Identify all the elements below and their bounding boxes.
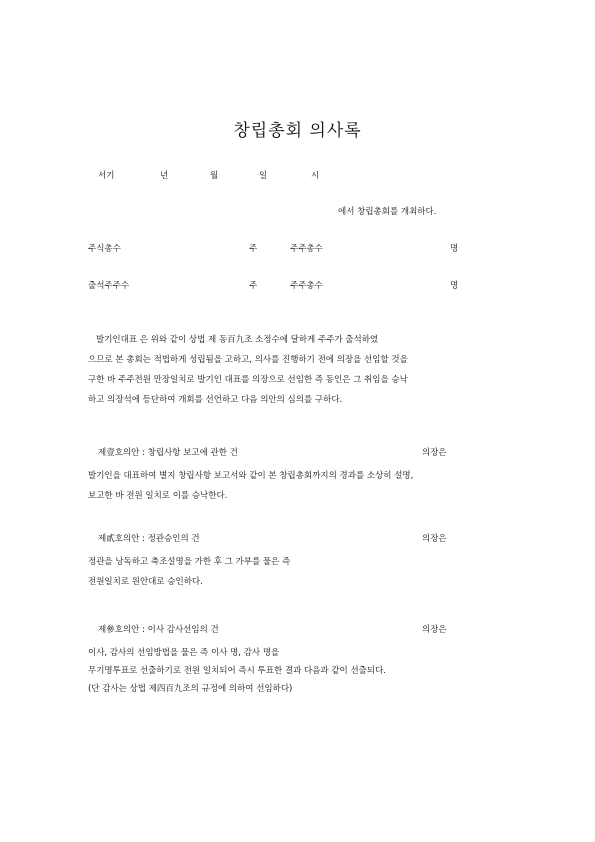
total-shareholders-label: 주주총수 (290, 244, 323, 254)
attending-shares-unit: 주 (249, 281, 258, 291)
agenda-line: (단 감사는 상법 제四百九조의 규정에 의하여 선임하다) (88, 684, 293, 694)
agenda-heading-3: 제參호의안 : 이사 감사선임의 건 (98, 625, 219, 635)
agenda-heading-1: 제壹호의안 : 창립사항 보고에 관한 건 (98, 448, 238, 458)
intro-line: 하고 의장석에 등단하여 개회를 선언하고 다음 의안의 심의를 구하다. (88, 395, 343, 405)
date-hour: 시 (311, 171, 320, 181)
attending-shares-label: 출석주주수 (88, 281, 130, 291)
agenda-heading-2: 제貳호의안 : 정관승인의 건 (98, 534, 200, 544)
total-shareholders-unit: 명 (450, 244, 459, 254)
intro-line: 구한 바 주주전원 만장일치로 발기인 대표를 의장으로 선임한 즉 동인은 그 취임을 승낙 (88, 375, 408, 385)
date-day: 일 (259, 171, 268, 181)
date-prefix: 서기 (98, 171, 115, 181)
intro-paragraph (88, 330, 520, 410)
date-month: 월 (210, 171, 219, 181)
agenda-line: 무기명투표로 선출하기로 전원 일치되어 즉시 투표한 결과 다음과 같이 선출되다. (88, 666, 386, 676)
intro-line: 으므로 본 총회는 적법하게 성립됨을 고하고, 의사를 진행하기 전에 의장을 선임할 것을 (88, 355, 408, 365)
date-year: 년 (160, 171, 169, 181)
agenda-body-2 (88, 552, 520, 592)
attending-shareholders-label: 주주총수 (290, 281, 323, 291)
agenda-line: 발기인을 대표하여 별지 창립사항 보고서와 같이 본 창립총회까지의 경과를 소상히 설명, (88, 471, 414, 481)
agenda-line: 정관을 낭독하고 축조설명을 가한 후 그 가부를 물은 즉 (88, 557, 291, 567)
page-title: 창립총회 의사록 (233, 121, 362, 141)
intro-line: 발기인대표 은 위와 같이 상법 제 동百九조 소정수에 달하게 주주가 출석하였 (96, 335, 379, 345)
agenda-line: 전원일치로 원안대로 승인하다. (88, 577, 203, 587)
total-shares-label: 주식총수 (88, 244, 121, 254)
agenda-body-1 (88, 466, 520, 506)
attending-shareholders-unit: 명 (450, 281, 459, 291)
agenda-line: 보고한 바 전원 일치로 이를 승낙한다. (88, 491, 228, 501)
agenda-line: 이사, 감사의 선임방법을 물은 즉 이사 명, 감사 명을 (88, 648, 280, 658)
agenda-chair-1: 의장은 (422, 448, 447, 458)
convene-text: 에서 창립총회를 개최하다. (338, 207, 437, 217)
total-shares-unit: 주 (249, 244, 258, 254)
agenda-body-3 (88, 644, 520, 698)
agenda-chair-2: 의장은 (422, 534, 447, 544)
agenda-chair-3: 의장은 (422, 625, 447, 635)
